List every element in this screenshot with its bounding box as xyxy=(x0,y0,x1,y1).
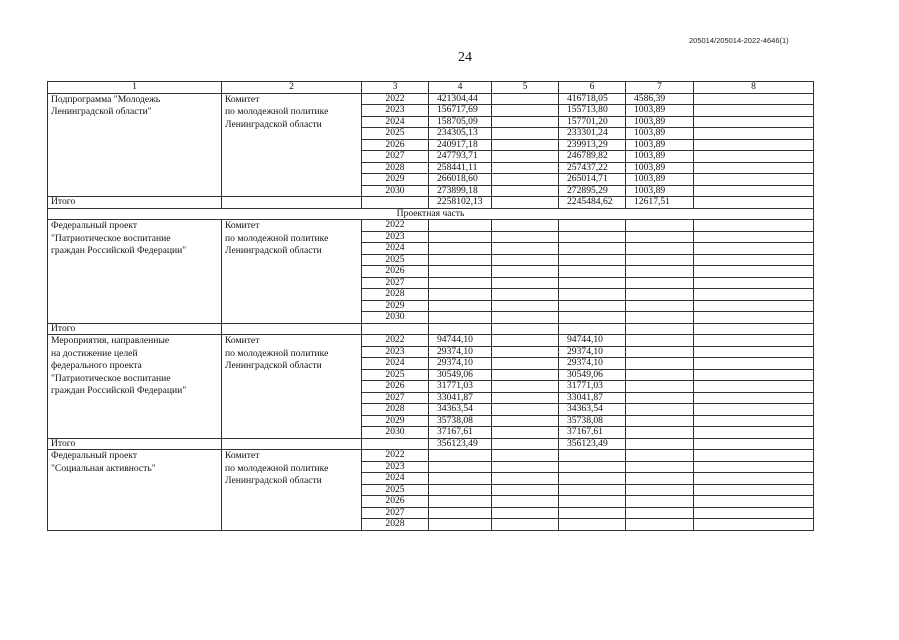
value-cell xyxy=(694,358,814,370)
value-cell xyxy=(492,185,559,197)
value-cell xyxy=(429,277,492,289)
value-cell: 272895,29 xyxy=(559,185,626,197)
value-cell xyxy=(492,450,559,462)
value-cell xyxy=(559,254,626,266)
total-row xyxy=(48,197,814,209)
column-header: 8 xyxy=(694,82,814,94)
year-cell: 2030 xyxy=(362,427,429,439)
program-name-line: "Патриотическое воспитание xyxy=(51,232,171,244)
program-name-line: Федеральный проект xyxy=(51,450,138,461)
value-cell: 356123,49 xyxy=(559,438,626,450)
value-cell xyxy=(694,461,814,473)
value-cell: 273899,18 xyxy=(429,185,492,197)
value-cell xyxy=(626,496,694,508)
year-cell: 2023 xyxy=(362,346,429,358)
value-cell xyxy=(492,139,559,151)
executor-cell xyxy=(222,220,362,324)
value-cell: 155713,80 xyxy=(559,105,626,117)
program-name-line: "Патриотическое воспитание xyxy=(51,372,171,384)
value-cell xyxy=(492,220,559,232)
executor-line: по молодежной политике xyxy=(225,462,329,474)
value-cell xyxy=(626,438,694,450)
value-cell xyxy=(626,369,694,381)
value-cell xyxy=(694,450,814,462)
total-label: Итого xyxy=(48,197,222,209)
value-cell xyxy=(694,105,814,117)
year-cell: 2025 xyxy=(362,484,429,496)
value-cell xyxy=(694,392,814,404)
value-cell xyxy=(626,220,694,232)
empty-cell xyxy=(222,323,362,335)
program-name-line: граждан Российской Федерации" xyxy=(51,385,187,396)
value-cell xyxy=(694,496,814,508)
value-cell xyxy=(492,461,559,473)
value-cell: 34363,54 xyxy=(559,404,626,416)
empty-cell xyxy=(362,197,429,209)
program-name-line: Подпрограмма "Молодежь xyxy=(51,93,161,105)
value-cell xyxy=(429,484,492,496)
executor-line: Комитет xyxy=(225,450,260,461)
year-cell: 2022 xyxy=(362,93,429,105)
value-cell xyxy=(694,312,814,324)
value-cell xyxy=(694,162,814,174)
year-cell: 2026 xyxy=(362,381,429,393)
value-cell xyxy=(559,277,626,289)
value-cell: 12617,51 xyxy=(626,197,694,209)
value-cell xyxy=(492,484,559,496)
program-name-line: "Социальная активность" xyxy=(51,462,156,474)
value-cell xyxy=(492,289,559,301)
value-cell xyxy=(492,197,559,209)
value-cell: 31771,03 xyxy=(559,381,626,393)
value-cell xyxy=(694,93,814,105)
value-cell xyxy=(694,254,814,266)
value-cell: 31771,03 xyxy=(429,381,492,393)
year-cell: 2022 xyxy=(362,335,429,347)
value-cell: 156717,69 xyxy=(429,105,492,117)
value-cell xyxy=(694,151,814,163)
value-cell: 258441,11 xyxy=(429,162,492,174)
value-cell xyxy=(559,450,626,462)
value-cell: 30549,06 xyxy=(559,369,626,381)
value-cell xyxy=(429,461,492,473)
value-cell xyxy=(626,415,694,427)
executor-line: Ленинградской области xyxy=(225,118,322,130)
value-cell xyxy=(626,254,694,266)
value-cell: 33041,87 xyxy=(429,392,492,404)
column-header-row xyxy=(48,82,814,94)
value-cell xyxy=(694,128,814,140)
value-cell xyxy=(559,323,626,335)
value-cell xyxy=(694,266,814,278)
value-cell xyxy=(492,174,559,186)
value-cell xyxy=(694,231,814,243)
value-cell xyxy=(694,289,814,301)
value-cell: 421304,44 xyxy=(429,93,492,105)
value-cell: 1003,89 xyxy=(626,162,694,174)
value-cell: 33041,87 xyxy=(559,392,626,404)
program-name-line: Мероприятия, направленные xyxy=(51,335,170,346)
executor-line: Комитет xyxy=(225,335,260,346)
executor-line: по молодежной политике xyxy=(225,106,329,117)
total-label: Итого xyxy=(48,323,222,335)
year-cell: 2027 xyxy=(362,507,429,519)
value-cell xyxy=(559,289,626,301)
year-cell: 2029 xyxy=(362,174,429,186)
value-cell xyxy=(626,507,694,519)
value-cell xyxy=(626,300,694,312)
value-cell: 4586,39 xyxy=(626,93,694,105)
value-cell xyxy=(492,346,559,358)
value-cell: 257437,22 xyxy=(559,162,626,174)
value-cell xyxy=(626,358,694,370)
value-cell xyxy=(626,519,694,531)
value-cell xyxy=(492,438,559,450)
year-cell: 2028 xyxy=(362,404,429,416)
value-cell xyxy=(694,404,814,416)
value-cell: 35738,08 xyxy=(429,415,492,427)
value-cell: 157701,20 xyxy=(559,116,626,128)
year-cell: 2030 xyxy=(362,185,429,197)
program-name-line: Федеральный проект xyxy=(51,220,138,231)
value-cell xyxy=(492,358,559,370)
value-cell xyxy=(429,266,492,278)
value-cell xyxy=(492,335,559,347)
total-label: Итого xyxy=(48,438,222,450)
value-cell xyxy=(626,461,694,473)
value-cell: 29374,10 xyxy=(559,346,626,358)
value-cell xyxy=(429,450,492,462)
program-name-cell xyxy=(48,220,222,324)
value-cell: 1003,89 xyxy=(626,151,694,163)
executor-line: Ленинградской области xyxy=(225,360,322,371)
value-cell xyxy=(429,254,492,266)
value-cell: 239913,29 xyxy=(559,139,626,151)
section-title: Проектная часть xyxy=(48,208,814,220)
year-cell: 2023 xyxy=(362,105,429,117)
year-cell: 2026 xyxy=(362,496,429,508)
table-row xyxy=(48,335,814,347)
value-cell: 29374,10 xyxy=(429,358,492,370)
value-cell xyxy=(429,473,492,485)
executor-line: по молодежной политике xyxy=(225,347,329,359)
value-cell xyxy=(559,300,626,312)
value-cell xyxy=(559,473,626,485)
value-cell: 356123,49 xyxy=(429,438,492,450)
executor-line: по молодежной политике xyxy=(225,232,329,244)
value-cell xyxy=(694,323,814,335)
value-cell xyxy=(429,300,492,312)
year-cell: 2025 xyxy=(362,254,429,266)
table-row xyxy=(48,220,814,232)
value-cell xyxy=(492,473,559,485)
column-header: 1 xyxy=(48,82,222,94)
value-cell xyxy=(626,450,694,462)
value-cell xyxy=(429,243,492,255)
value-cell xyxy=(694,415,814,427)
value-cell xyxy=(694,473,814,485)
value-cell xyxy=(626,312,694,324)
value-cell xyxy=(492,231,559,243)
value-cell: 1003,89 xyxy=(626,185,694,197)
value-cell xyxy=(694,381,814,393)
value-cell xyxy=(559,312,626,324)
year-cell: 2027 xyxy=(362,151,429,163)
value-cell xyxy=(694,484,814,496)
value-cell: 416718,05 xyxy=(559,93,626,105)
program-name-line: на достижение целей xyxy=(51,347,138,359)
value-cell xyxy=(694,197,814,209)
value-cell xyxy=(559,484,626,496)
value-cell: 246789,82 xyxy=(559,151,626,163)
value-cell: 1003,89 xyxy=(626,139,694,151)
value-cell xyxy=(626,484,694,496)
value-cell xyxy=(429,496,492,508)
value-cell xyxy=(559,496,626,508)
value-cell: 37167,61 xyxy=(559,427,626,439)
value-cell xyxy=(559,220,626,232)
value-cell xyxy=(429,220,492,232)
value-cell xyxy=(429,289,492,301)
value-cell xyxy=(694,277,814,289)
executor-line: Комитет xyxy=(225,93,260,105)
executor-line: Комитет xyxy=(225,220,260,231)
budget-table xyxy=(47,81,814,531)
year-cell: 2027 xyxy=(362,392,429,404)
value-cell xyxy=(694,335,814,347)
value-cell xyxy=(492,162,559,174)
executor-cell xyxy=(222,450,362,531)
value-cell xyxy=(492,243,559,255)
value-cell xyxy=(429,323,492,335)
year-cell: 2029 xyxy=(362,415,429,427)
executor-cell xyxy=(222,93,362,197)
value-cell xyxy=(694,519,814,531)
value-cell xyxy=(492,151,559,163)
column-header: 6 xyxy=(559,82,626,94)
empty-cell xyxy=(362,323,429,335)
value-cell: 2245484,62 xyxy=(559,197,626,209)
value-cell xyxy=(626,231,694,243)
program-name-cell xyxy=(48,335,222,439)
value-cell xyxy=(626,266,694,278)
value-cell xyxy=(492,427,559,439)
column-header: 2 xyxy=(222,82,362,94)
year-cell: 2028 xyxy=(362,289,429,301)
value-cell: 2258102,13 xyxy=(429,197,492,209)
executor-line: Ленинградской области xyxy=(225,475,322,486)
value-cell xyxy=(559,231,626,243)
empty-cell xyxy=(362,438,429,450)
value-cell xyxy=(429,231,492,243)
value-cell xyxy=(694,369,814,381)
column-header: 4 xyxy=(429,82,492,94)
value-cell: 94744,10 xyxy=(429,335,492,347)
value-cell xyxy=(626,243,694,255)
value-cell xyxy=(492,93,559,105)
value-cell: 158705,09 xyxy=(429,116,492,128)
value-cell: 94744,10 xyxy=(559,335,626,347)
value-cell xyxy=(626,381,694,393)
executor-cell xyxy=(222,335,362,439)
value-cell xyxy=(626,392,694,404)
value-cell xyxy=(626,473,694,485)
value-cell xyxy=(694,438,814,450)
program-name-line: Ленинградской области" xyxy=(51,106,152,117)
program-name-cell xyxy=(48,93,222,197)
table-row xyxy=(48,93,814,105)
value-cell: 35738,08 xyxy=(559,415,626,427)
value-cell xyxy=(559,266,626,278)
value-cell xyxy=(694,116,814,128)
budget-table-body xyxy=(48,82,814,531)
value-cell: 266018,60 xyxy=(429,174,492,186)
value-cell xyxy=(492,116,559,128)
value-cell xyxy=(492,323,559,335)
year-cell: 2030 xyxy=(362,312,429,324)
table-row xyxy=(48,450,814,462)
column-header: 5 xyxy=(492,82,559,94)
value-cell: 37167,61 xyxy=(429,427,492,439)
executor-line: Ленинградской области xyxy=(225,245,322,256)
value-cell xyxy=(429,519,492,531)
value-cell xyxy=(429,312,492,324)
value-cell: 233301,24 xyxy=(559,128,626,140)
year-cell: 2022 xyxy=(362,450,429,462)
value-cell xyxy=(626,404,694,416)
year-cell: 2025 xyxy=(362,369,429,381)
value-cell xyxy=(492,312,559,324)
value-cell xyxy=(492,300,559,312)
value-cell xyxy=(694,346,814,358)
program-name-cell xyxy=(48,450,222,531)
year-cell: 2028 xyxy=(362,519,429,531)
value-cell xyxy=(694,174,814,186)
year-cell: 2022 xyxy=(362,220,429,232)
value-cell xyxy=(492,415,559,427)
year-cell: 2029 xyxy=(362,300,429,312)
value-cell xyxy=(559,507,626,519)
value-cell: 1003,89 xyxy=(626,116,694,128)
year-cell: 2028 xyxy=(362,162,429,174)
value-cell: 265014,71 xyxy=(559,174,626,186)
year-cell: 2024 xyxy=(362,116,429,128)
value-cell xyxy=(694,507,814,519)
year-cell: 2024 xyxy=(362,243,429,255)
value-cell xyxy=(559,243,626,255)
year-cell: 2027 xyxy=(362,277,429,289)
year-cell: 2026 xyxy=(362,139,429,151)
page-number: 24 xyxy=(458,50,472,65)
empty-cell xyxy=(222,438,362,450)
value-cell: 247793,71 xyxy=(429,151,492,163)
value-cell xyxy=(492,392,559,404)
value-cell: 29374,10 xyxy=(429,346,492,358)
value-cell: 240917,18 xyxy=(429,139,492,151)
value-cell xyxy=(559,519,626,531)
value-cell xyxy=(694,185,814,197)
column-header: 7 xyxy=(626,82,694,94)
value-cell xyxy=(626,289,694,301)
year-cell: 2023 xyxy=(362,461,429,473)
value-cell xyxy=(492,381,559,393)
value-cell: 29374,10 xyxy=(559,358,626,370)
column-header: 3 xyxy=(362,82,429,94)
value-cell: 234305,13 xyxy=(429,128,492,140)
value-cell xyxy=(492,254,559,266)
value-cell xyxy=(492,105,559,117)
value-cell xyxy=(492,519,559,531)
year-cell: 2024 xyxy=(362,473,429,485)
value-cell: 1003,89 xyxy=(626,128,694,140)
value-cell: 1003,89 xyxy=(626,174,694,186)
value-cell xyxy=(429,507,492,519)
value-cell xyxy=(694,427,814,439)
year-cell: 2025 xyxy=(362,128,429,140)
empty-cell xyxy=(222,197,362,209)
year-cell: 2024 xyxy=(362,358,429,370)
value-cell: 30549,06 xyxy=(429,369,492,381)
program-name-line: граждан Российской Федерации" xyxy=(51,245,187,256)
value-cell: 1003,89 xyxy=(626,105,694,117)
value-cell xyxy=(559,461,626,473)
value-cell xyxy=(626,277,694,289)
value-cell xyxy=(492,369,559,381)
value-cell xyxy=(694,300,814,312)
section-row xyxy=(48,208,814,220)
value-cell xyxy=(492,507,559,519)
year-cell: 2026 xyxy=(362,266,429,278)
value-cell: 34363,54 xyxy=(429,404,492,416)
total-row xyxy=(48,438,814,450)
value-cell xyxy=(626,323,694,335)
value-cell xyxy=(626,427,694,439)
value-cell xyxy=(626,335,694,347)
value-cell xyxy=(694,243,814,255)
value-cell xyxy=(492,128,559,140)
document-id: 205014/205014-2022-4646(1) xyxy=(689,36,789,45)
value-cell xyxy=(492,496,559,508)
value-cell xyxy=(694,220,814,232)
year-cell: 2023 xyxy=(362,231,429,243)
value-cell xyxy=(492,404,559,416)
value-cell xyxy=(492,266,559,278)
total-row xyxy=(48,323,814,335)
value-cell xyxy=(694,139,814,151)
program-name-line: федерального проекта xyxy=(51,360,142,371)
value-cell xyxy=(492,277,559,289)
value-cell xyxy=(626,346,694,358)
